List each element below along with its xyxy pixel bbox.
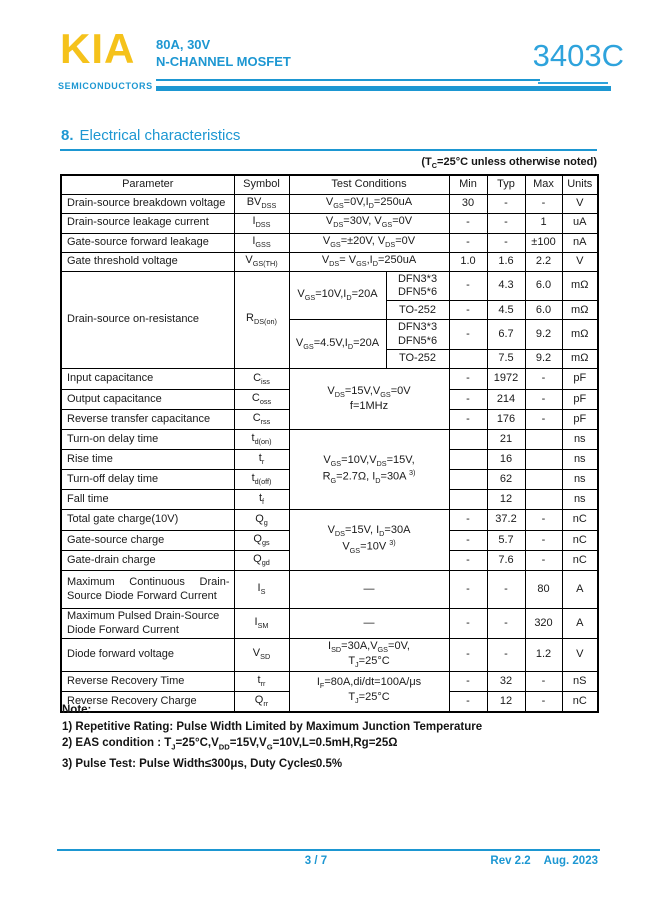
min-cell: - [449, 692, 487, 712]
typ-cell: - [487, 233, 525, 252]
condition-cell: $V_{DS}=15V$, $I_D=30A$ $V_{GS}=10V$ $^{3)}$ [289, 510, 449, 571]
min-cell [449, 430, 487, 450]
typ-cell: 1.6 [487, 252, 525, 271]
condition-cell: $I_{SD}=30A,V_{GS}=0V$, $T_J=25^\circ C$ [289, 638, 449, 671]
max-cell: 6.0 [525, 301, 562, 320]
revision-info [490, 855, 598, 867]
kia-logo: KIA [60, 25, 136, 72]
typ-cell: 62 [487, 470, 525, 490]
param-label: Maximum Continuous Drain-Source Diode Forward Current [61, 571, 234, 609]
max-cell [525, 470, 562, 490]
max-cell: ±100 [525, 233, 562, 252]
max-cell: 80 [525, 571, 562, 609]
max-cell: - [525, 194, 562, 213]
units-cell: A [562, 571, 598, 609]
typ-cell: 12 [487, 692, 525, 712]
units-cell: mΩ [562, 320, 598, 350]
min-cell: - [449, 551, 487, 571]
col-header-units: Units [562, 175, 598, 194]
package-cell: DFN3*3 DFN5*6 [386, 271, 449, 301]
typ-cell: 214 [487, 390, 525, 410]
min-cell: - [449, 271, 487, 301]
row-tdon [61, 430, 598, 450]
min-cell [449, 490, 487, 510]
units-cell: mΩ [562, 301, 598, 320]
symbol-cell: $V_{SD}$ [234, 638, 289, 671]
min-cell [449, 350, 487, 369]
symbol-cell: $Q_{gd}$ [234, 551, 289, 571]
typ-cell: 4.5 [487, 301, 525, 320]
part-number: 3403C [532, 38, 624, 73]
symbol-cell: $BV_{DSS}$ [234, 194, 289, 213]
units-cell: pF [562, 390, 598, 410]
section-underline [60, 149, 597, 151]
param-label: Gate-drain charge [61, 551, 234, 571]
min-cell: - [449, 571, 487, 609]
units-cell: nC [562, 692, 598, 712]
param-label: Reverse transfer capacitance [61, 410, 234, 430]
units-cell: nC [562, 551, 598, 571]
symbol-cell: $Q_g$ [234, 510, 289, 531]
param-label: Fall time [61, 490, 234, 510]
typ-cell: 4.3 [487, 271, 525, 301]
units-cell: uA [562, 213, 598, 233]
section-heading [61, 127, 240, 144]
note-line-3: 3) Pulse Test: Pulse Width≤300μs, Duty Cycle≤0.5% [62, 757, 343, 770]
section-title: Electrical characteristics [79, 127, 241, 144]
param-label: Drain-source breakdown voltage [61, 194, 234, 213]
typ-cell: - [487, 213, 525, 233]
condition-cell: $V_{GS}=10V,V_{DS}=15V$, $R_G=2.7\Omega$, $I_D=30A$ $^{3)}$ [289, 430, 449, 510]
max-cell [525, 490, 562, 510]
max-cell: - [525, 410, 562, 430]
typ-cell: - [487, 571, 525, 609]
max-cell: 1.2 [525, 638, 562, 671]
param-label: Total gate charge(10V) [61, 510, 234, 531]
min-cell: - [449, 531, 487, 551]
page-number: 3 / 7 [304, 855, 328, 867]
device-rating [156, 36, 291, 70]
min-cell: - [449, 369, 487, 390]
max-cell [525, 430, 562, 450]
min-cell: - [449, 672, 487, 692]
note-line-2: 2) EAS condition : $T_J=25^\circ C,V_{DD}=15V,V_G=10V,L=0.5mH,Rg=25\Omega$ [62, 737, 398, 752]
condition-cell: $V_{GS}=4.5V,I_D=20A$ [289, 320, 386, 369]
typ-cell: 6.7 [487, 320, 525, 350]
param-label: Maximum Pulsed Drain-Source Diode Forward Current [61, 609, 234, 639]
col-header-symbol: Symbol [234, 175, 289, 194]
symbol-cell: $V_{GS(TH)}$ [234, 252, 289, 271]
min-cell: 30 [449, 194, 487, 213]
condition-cell: $I_F=80A,di/dt=100A/\mu s$ $T_J=25^\circ C$ [289, 672, 449, 712]
max-cell: - [525, 390, 562, 410]
symbol-cell: $I_{DSS}$ [234, 213, 289, 233]
symbol-cell: $I_{GSS}$ [234, 233, 289, 252]
temperature-condition-note: ($T_C=25^\circ C$ unless otherwise noted) [421, 156, 597, 171]
symbol-cell: $t_f$ [234, 490, 289, 510]
col-header-min: Min [449, 175, 487, 194]
units-cell: V [562, 638, 598, 671]
units-cell: pF [562, 369, 598, 390]
condition-cell: $V_{GS}=\pm 20V$, $V_{DS}=0V$ [289, 233, 449, 252]
min-cell: - [449, 320, 487, 350]
condition-cell: $V_{DS}=30V$, $V_{GS}=0V$ [289, 213, 449, 233]
max-cell: - [525, 692, 562, 712]
param-label: Diode forward voltage [61, 638, 234, 671]
param-label: Reverse Recovery Time [61, 672, 234, 692]
units-cell: V [562, 194, 598, 213]
param-label: Gate threshold voltage [61, 252, 234, 271]
units-cell: ns [562, 490, 598, 510]
max-cell: - [525, 369, 562, 390]
rating-line-1: 80A, 30V [156, 37, 211, 52]
typ-cell: 1972 [487, 369, 525, 390]
footer-rule [57, 849, 600, 851]
revision-date: Aug. 2023 [543, 855, 598, 867]
symbol-cell: $R_{DS(on)}$ [234, 271, 289, 369]
symbol-cell: $I_{SM}$ [234, 609, 289, 639]
notes-block [62, 702, 482, 772]
min-cell: 1.0 [449, 252, 487, 271]
row-qg [61, 510, 598, 531]
symbol-cell: $t_r$ [234, 450, 289, 470]
typ-cell: 21 [487, 430, 525, 450]
header-rule-step [538, 82, 608, 84]
max-cell: 320 [525, 609, 562, 639]
table-header-row [61, 175, 598, 194]
typ-cell: - [487, 194, 525, 213]
max-cell: 6.0 [525, 271, 562, 301]
param-label: Drain-source leakage current [61, 213, 234, 233]
typ-cell: 37.2 [487, 510, 525, 531]
units-cell: mΩ [562, 350, 598, 369]
typ-cell: - [487, 609, 525, 639]
param-label: Input capacitance [61, 369, 234, 390]
typ-cell: - [487, 638, 525, 671]
units-cell: ns [562, 450, 598, 470]
max-cell: 9.2 [525, 320, 562, 350]
col-header-typ: Typ [487, 175, 525, 194]
row-igss [61, 233, 598, 252]
col-header-test-conditions: Test Conditions [289, 175, 449, 194]
rating-line-2: N-CHANNEL MOSFET [156, 54, 291, 69]
units-cell: ns [562, 430, 598, 450]
condition-cell: $V_{GS}=0V,I_D=250uA$ [289, 194, 449, 213]
symbol-cell: $C_{iss}$ [234, 369, 289, 390]
units-cell: nC [562, 510, 598, 531]
min-cell: - [449, 609, 487, 639]
condition-cell: — [289, 571, 449, 609]
max-cell: - [525, 551, 562, 571]
revision-label: Rev 2.2 [490, 855, 531, 867]
electrical-characteristics-table [60, 174, 599, 713]
typ-cell: 12 [487, 490, 525, 510]
row-idss [61, 213, 598, 233]
max-cell [525, 450, 562, 470]
units-cell: A [562, 609, 598, 639]
min-cell: - [449, 510, 487, 531]
min-cell [449, 450, 487, 470]
symbol-cell: $Q_{rr}$ [234, 692, 289, 712]
param-label: Reverse Recovery Charge [61, 692, 234, 712]
section-number: 8. [61, 127, 74, 144]
symbol-cell: $Q_{gs}$ [234, 531, 289, 551]
row-trr [61, 672, 598, 692]
header-rule-thick [156, 86, 611, 91]
min-cell: - [449, 213, 487, 233]
param-label: Rise time [61, 450, 234, 470]
logo-subtitle: SEMICONDUCTORS [58, 81, 153, 91]
max-cell: - [525, 531, 562, 551]
max-cell: - [525, 510, 562, 531]
row-bvdss [61, 194, 598, 213]
typ-cell: 7.5 [487, 350, 525, 369]
notes-label: Note: [62, 704, 92, 716]
min-cell: - [449, 301, 487, 320]
units-cell: ns [562, 470, 598, 490]
typ-cell: 32 [487, 672, 525, 692]
symbol-cell: $t_{d(off)}$ [234, 470, 289, 490]
symbol-cell: $t_{rr}$ [234, 672, 289, 692]
symbol-cell: $C_{rss}$ [234, 410, 289, 430]
row-ism [61, 609, 598, 639]
row-is [61, 571, 598, 609]
units-cell: pF [562, 410, 598, 430]
max-cell: 9.2 [525, 350, 562, 369]
max-cell: - [525, 672, 562, 692]
symbol-cell: $t_{d(on)}$ [234, 430, 289, 450]
symbol-cell: $I_S$ [234, 571, 289, 609]
row-ciss [61, 369, 598, 390]
param-label: Gate-source charge [61, 531, 234, 551]
typ-cell: 7.6 [487, 551, 525, 571]
units-cell: nS [562, 672, 598, 692]
units-cell: V [562, 252, 598, 271]
max-cell: 2.2 [525, 252, 562, 271]
condition-cell: $V_{GS}=10V,I_D=20A$ [289, 271, 386, 320]
min-cell: - [449, 638, 487, 671]
units-cell: nC [562, 531, 598, 551]
condition-cell: $V_{DS}= V_{GS},I_D=250uA$ [289, 252, 449, 271]
min-cell: - [449, 390, 487, 410]
typ-cell: 16 [487, 450, 525, 470]
condition-cell: $V_{DS}=15V,V_{GS}=0V$ f=1MHz [289, 369, 449, 430]
param-label: Output capacitance [61, 390, 234, 410]
col-header-parameter: Parameter [61, 175, 234, 194]
condition-cell: — [289, 609, 449, 639]
package-cell: DFN3*3 DFN5*6 [386, 320, 449, 350]
param-label: Turn-off delay time [61, 470, 234, 490]
row-rdson-1 [61, 271, 598, 301]
min-cell: - [449, 233, 487, 252]
units-cell: mΩ [562, 271, 598, 301]
min-cell [449, 470, 487, 490]
min-cell: - [449, 410, 487, 430]
symbol-cell: $C_{oss}$ [234, 390, 289, 410]
param-label: Gate-source forward leakage [61, 233, 234, 252]
col-header-max: Max [525, 175, 562, 194]
typ-cell: 176 [487, 410, 525, 430]
package-cell: TO-252 [386, 350, 449, 369]
typ-cell: 5.7 [487, 531, 525, 551]
units-cell: nA [562, 233, 598, 252]
note-line-1: 1) Repetitive Rating: Pulse Width Limited by Maximum Junction Temperature [62, 720, 483, 733]
param-label: Drain-source on-resistance [61, 271, 234, 369]
package-cell: TO-252 [386, 301, 449, 320]
param-label: Turn-on delay time [61, 430, 234, 450]
header-rule-thin [156, 79, 540, 81]
max-cell: 1 [525, 213, 562, 233]
row-vgsth [61, 252, 598, 271]
row-vsd [61, 638, 598, 671]
